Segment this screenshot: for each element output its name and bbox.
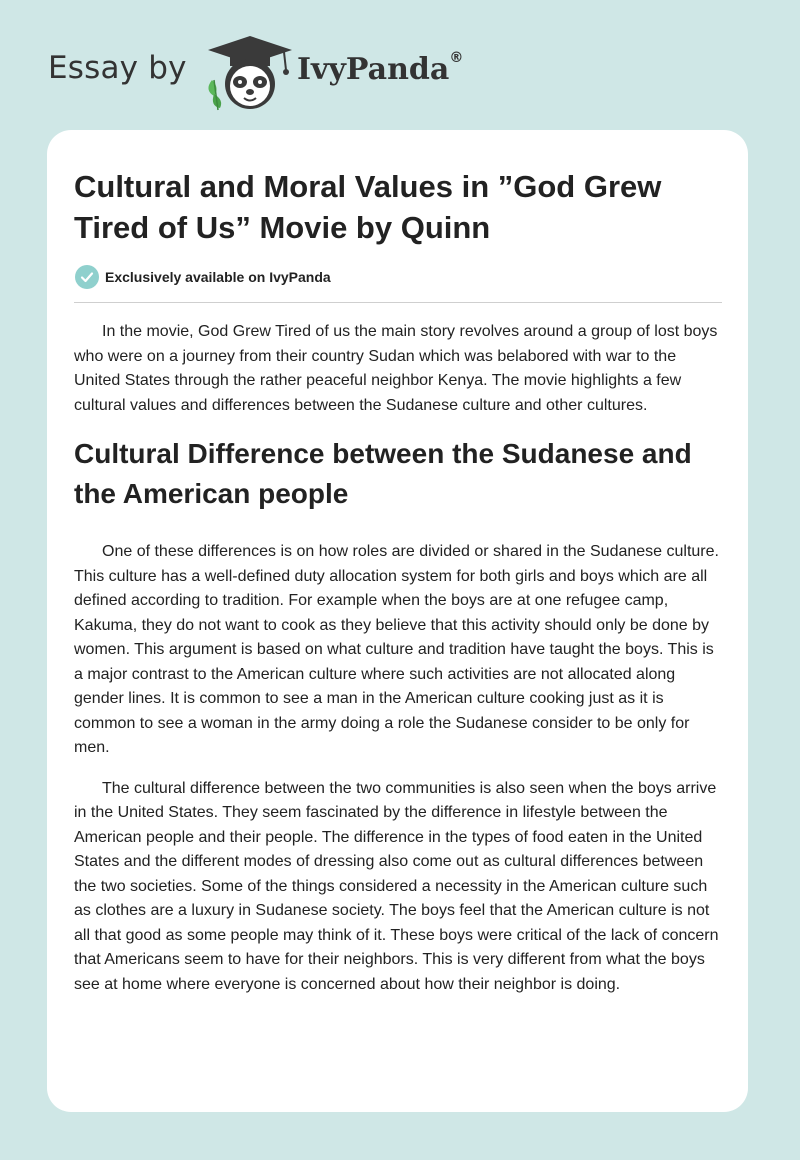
intro-paragraph: In the movie, God Grew Tired of us the main story revolves around a group of lost boys who were on a journey from their country Sudan which was belabored with war to the United States through the rather peaceful neighbor Kenya. The movie highlights a few cultural values and differences between the Sudanese culture and other cultures. (74, 323, 718, 414)
registered-mark: ® (449, 50, 464, 66)
essay-title: Cultural and Moral Values in ”God Grew Tired of Us” Movie by Quinn (74, 169, 662, 245)
checkmark-icon (75, 265, 99, 289)
site-header (0, 0, 800, 130)
exclusive-label: Exclusively available on IvyPanda (105, 269, 331, 285)
essay-by-label: Essay by (48, 50, 187, 86)
body-paragraph: One of these differences is on how roles are divided or shared in the Sudanese culture. This culture has a well-defined duty allocation system for both girls and boys which are all defined according to tradition. For example when the boys are at one refugee camp, Kakuma, they do not want to cook as they believe that this activity should only be done by women. This argument is based on what culture and tradition have taught the boys. This is a major contrast to the American culture where such activities are not allocated along gender lines. It is common to see a man in the American culture cooking just as it is common to see a woman in the army doing a role the Sudanese consider to be only for men. (74, 543, 719, 756)
essay-body (74, 320, 724, 1013)
body-paragraph: The cultural difference between the two communities is also seen when the boys arrive in the United States. They seem fascinated by the difference in lifestyle between the American people and their people. The difference in the types of food eaten in the United States and the different modes of dressing also come out as cultural differences between the two societies. Some of the things considered a necessity in the American culture such as clothes are a luxury in Sudanese society. The boys feel that the American culture is not all that good as some people may think of it. These boys were critical of the lack of concern that Americans seem to have for their neighbors. This is very different from what the boys see at home where everyone is concerned about how their neighbor is doing. (74, 779, 719, 993)
divider (74, 302, 722, 303)
essay-card (47, 130, 748, 1112)
exclusive-badge (75, 264, 331, 290)
brand-name[interactable]: IvyPanda® (297, 50, 464, 87)
panda-graduate-icon[interactable] (200, 30, 300, 112)
section-heading: Cultural Difference between the Sudanese and the American people (74, 438, 692, 509)
